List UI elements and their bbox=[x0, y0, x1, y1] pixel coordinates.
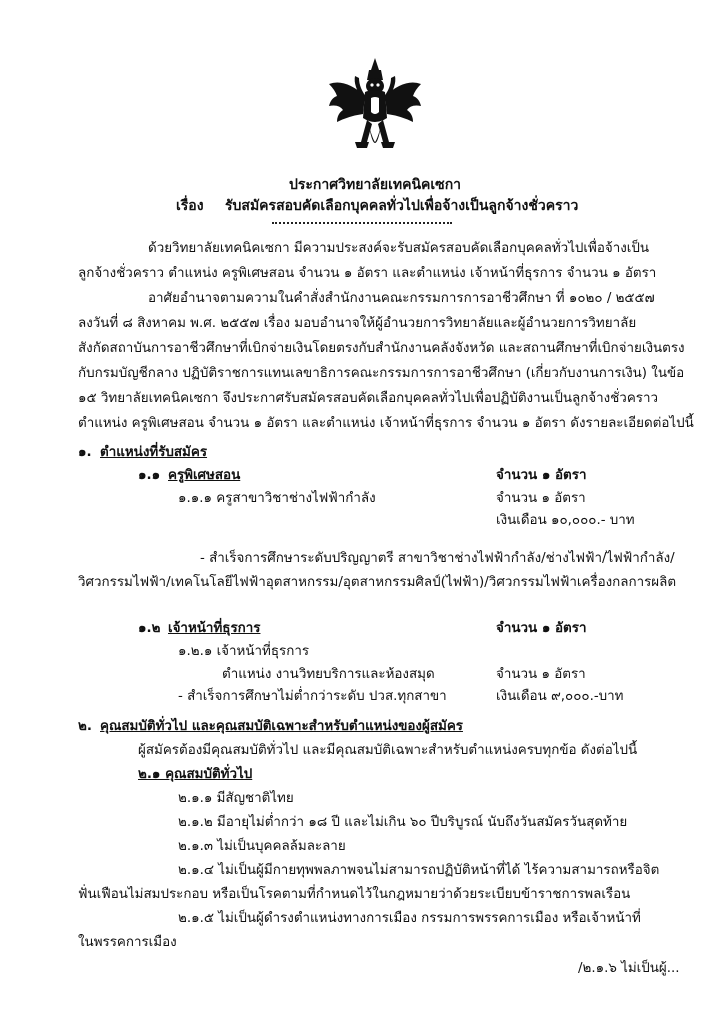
section-1-1-qualification-line-2: วิศวกรรมไฟฟ้า/เทคโนโลยีไฟฟ้าอุตสาหกรรม/อุตสาหกรรมศิลป์(ไฟฟ้า)/วิศวกรรมไฟฟ้าเครื่องกลการผลิต bbox=[78, 575, 677, 590]
item-2-1-5-line-1: ๒.๑.๕ ไม่เป็นผู้ดำรงตำแหน่งทางการเมือง กรรมการพรรคการเมือง หรือเจ้าหน้าที่ bbox=[178, 911, 641, 926]
intro-paragraph-2-line-4: กับกรมบัญชีกลาง ปฏิบัติราชการแทนเลขาธิการคณะกรรมการการอาชีวศึกษา (เกี่ยวกับงานการเงิน) ในข้อ bbox=[78, 366, 685, 381]
section-1-2-number: ๑.๒ bbox=[138, 621, 161, 636]
item-2-1-4-line-2: ฟั่นเฟือนไม่สมประกอบ หรือเป็นโรคตามที่กำหนดไว้ในกฎหมายว่าด้วยระเบียบข้าราชการพลเรือน bbox=[78, 887, 631, 902]
section-1-2-qualification: - สำเร็จการศึกษาไม่ต่ำกว่าระดับ ปวส.ทุกสาขา bbox=[178, 689, 447, 704]
section-1-1-1-item: ๑.๑.๑ ครูสาขาวิชาช่างไฟฟ้ากำลัง bbox=[178, 491, 376, 506]
section-1-1-title: ครูพิเศษสอน bbox=[168, 468, 241, 483]
section-1-1-count: จำนวน ๑ อัตรา bbox=[496, 468, 587, 483]
item-2-1-2: ๒.๑.๒ มีอายุไม่ต่ำกว่า ๑๘ ปี และไม่เกิน ๖๐ ปีบริบูรณ์ นับถึงวันสมัครวันสุดท้าย bbox=[178, 815, 628, 830]
section-1-2-salary: เงินเดือน ๙,๐๐๐.-บาท bbox=[496, 689, 624, 704]
section-1-2-1-item: ๑.๒.๑ เจ้าหน้าที่ธุรการ bbox=[178, 644, 310, 659]
page-continuation: /๒.๑.๖ ไม่เป็นผู้... bbox=[578, 961, 680, 976]
intro-paragraph-2-line-2: ลงวันที่ ๘ สิงหาคม พ.ศ. ๒๕๕๗ เรื่อง มอบอำนาจให้ผู้อำนวยการวิทยาลัยและผู้อำนวยการวิทยาลัย bbox=[78, 316, 637, 331]
announcement-subject: รับสมัครสอบคัดเลือกบุคคลทั่วไปเพื่อจ้างเป็นลูกจ้างชั่วคราว bbox=[225, 198, 579, 214]
section-1-2-count: จำนวน ๑ อัตรา bbox=[496, 621, 587, 636]
intro-paragraph-1-line-1: ด้วยวิทยาลัยเทคนิคเซกา มีความประสงค์จะรับสมัครสอบคัดเลือกบุคคลทั่วไปเพื่อจ้างเป็น bbox=[148, 241, 650, 256]
item-2-1-5-line-2: ในพรรคการเมือง bbox=[78, 935, 177, 950]
section-2-number: ๒. bbox=[78, 719, 92, 734]
announcement-title: ประกาศวิทยาลัยเทคนิคเซกา bbox=[289, 177, 462, 193]
item-2-1-3: ๒.๑.๓ ไม่เป็นบุคคลล้มละลาย bbox=[178, 839, 346, 854]
intro-paragraph-2-line-1: อาศัยอำนาจตามความในคำสั่งสำนักงานคณะกรรมการการอาชีวศึกษา ที่ ๑๐๒๐ / ๒๕๕๗ bbox=[148, 291, 655, 306]
section-2-title: คุณสมบัติทั่วไป และคุณสมบัติเฉพาะสำหรับตำแหน่งของผู้สมัคร bbox=[100, 719, 463, 734]
section-1-2-title: เจ้าหน้าที่ธุรการ bbox=[168, 621, 261, 636]
section-2-1-title: ๒.๑ คุณสมบัติทั่วไป bbox=[138, 767, 253, 782]
section-1-1-number: ๑.๑ bbox=[138, 468, 161, 483]
garuda-emblem bbox=[325, 56, 425, 168]
section-1-1-qualification-line-1: - สำเร็จการศึกษาระดับปริญญาตรี สาขาวิชาช่างไฟฟ้ากำลัง/ช่างไฟฟ้า/ไฟฟ้ากำลัง/ bbox=[200, 551, 675, 566]
section-1-1-1-salary: เงินเดือน ๑๐,๐๐๐.- บาท bbox=[496, 513, 635, 528]
section-2-intro: ผู้สมัครต้องมีคุณสมบัติทั่วไป และมีคุณสมบัติเฉพาะสำหรับตำแหน่งครบทุกข้อ ดังต่อไปนี้ bbox=[138, 743, 638, 758]
announcement-subject-label: เรื่อง bbox=[176, 198, 204, 214]
title-dotted-divider bbox=[272, 222, 452, 224]
item-2-1-4-line-1: ๒.๑.๔ ไม่เป็นผู้มีกายทุพพลภาพจนไม่สามารถปฏิบัติหน้าที่ได้ ไร้ความสามารถหรือจิต bbox=[178, 863, 660, 878]
section-1-number: ๑. bbox=[78, 445, 92, 460]
item-2-1-1: ๒.๑.๑ มีสัญชาติไทย bbox=[178, 791, 294, 806]
section-1-title: ตำแหน่งที่รับสมัคร bbox=[100, 445, 208, 460]
section-1-2-1-position: ตำแหน่ง งานวิทยบริการและห้องสมุด bbox=[222, 667, 435, 682]
intro-paragraph-1-line-2: ลูกจ้างชั่วคราว ตำแหน่ง ครูพิเศษสอน จำนวน ๑ อัตรา และตำแหน่ง เจ้าหน้าที่ธุรการ จำนวน ๑ อัตรา bbox=[78, 266, 657, 281]
intro-paragraph-2-line-6: ตำแหน่ง ครูพิเศษสอน จำนวน ๑ อัตรา และตำแหน่ง เจ้าหน้าที่ธุรการ จำนวน ๑ อัตรา ดังรายละเอียดต่อไปนี้ bbox=[78, 416, 694, 431]
section-1-2-1-count: จำนวน ๑ อัตรา bbox=[496, 667, 586, 682]
intro-paragraph-2-line-5: ๑๕ วิทยาลัยเทคนิคเซกา จึงประกาศรับสมัครสอบคัดเลือกบุคคลทั่วไปเพื่อปฏิบัติงานเป็นลูกจ้างชั่วคราว bbox=[78, 391, 659, 406]
intro-paragraph-2-line-3: สังกัดสถาบันการอาชีวศึกษาที่เบิกจ่ายเงินโดยตรงกับสำนักงานคลังจังหวัด และสถานศึกษาที่เบิกจ่ายเงินตรง bbox=[78, 341, 685, 356]
section-1-1-1-count: จำนวน ๑ อัตรา bbox=[496, 491, 586, 506]
